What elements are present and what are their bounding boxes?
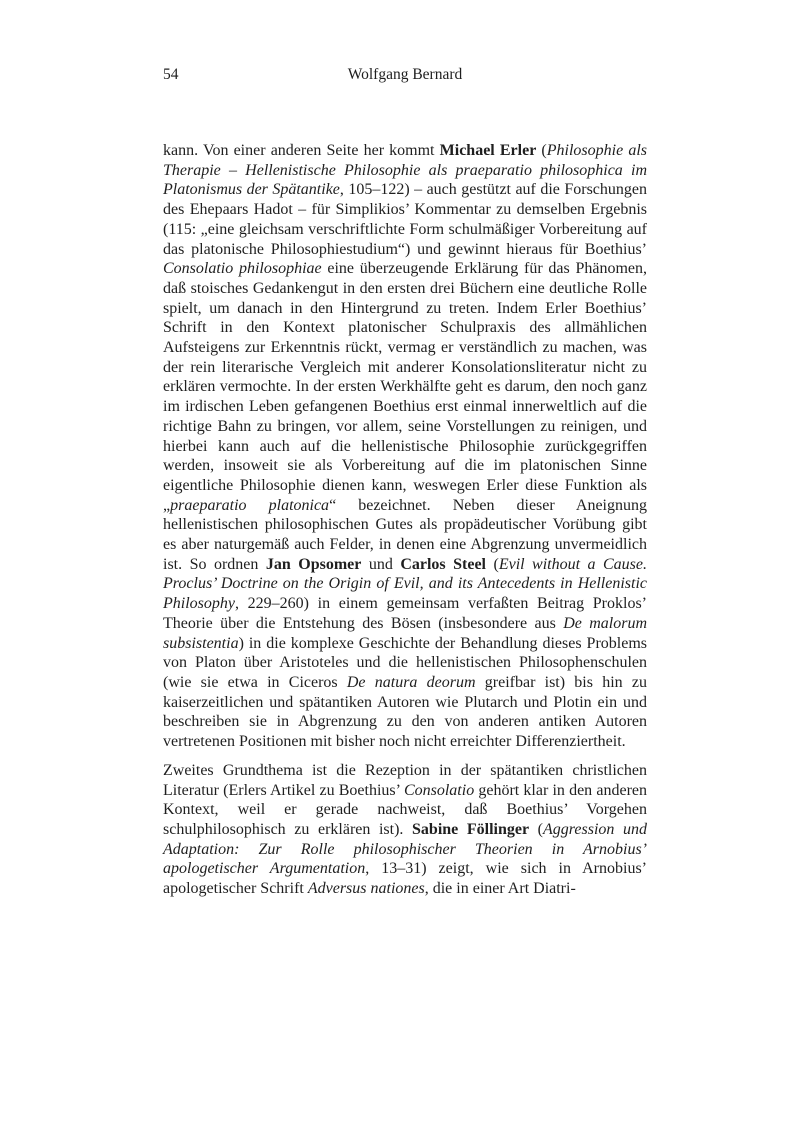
text-run: ( [529,820,544,838]
text-run-italic: Adversus nationes [307,880,425,898]
text-run: gehört klar in den anderen Kontext, weil er gerade nachweist, daß Boethius’ Vorgehen schulphilosophisch zu erklären ist). [163,781,647,838]
text-run-bold: Michael Erler [439,142,537,159]
text-run: ) in die komplexe Geschichte der Behandlung dieses Problems von Platon über Aristoteles und die hellenistischen Philosophenschulen (wie sie etwa in Ciceros [163,634,647,691]
text-run-italic: De malorum subsistentia [163,614,648,652]
running-head: Wolfgang Bernard [347,66,463,83]
page-header [163,66,647,84]
text-run-italic: Evil without a Cause. Proclus’ Doctrine on the Origin of Evil, and its Antecedents in Hellenistic Philosophy [163,555,648,613]
page-body [163,141,647,908]
text-run-bold: Carlos Steel [400,555,486,573]
text-run-italic: Philosophie als Therapie – Hellenistische Philosophie als praeparatio philosophica im Platonismus der Spätantike [163,142,648,199]
text-run: , 229–260) in einem gemeinsam verfaßten Beitrag Proklos’ Theorie über die Entstehung des Bösen (insbesondere aus [163,595,647,632]
text-run: kann. Von einer anderen Seite her kommt [163,142,440,159]
page-number: 54 [163,66,179,83]
text-run-bold: Jan Opsomer [265,555,362,573]
text-run: , 105–122) – auch gestützt auf die Forschungen des Ehepaars Hadot – für Simplikios’ Kommentar zu demselben Ergebnis (115: „eine gleichsam verschriftlichte Form schulmäßiger Vorbereitung auf das platonische Philosophiestudium“) und gewinnt hieraus für Boethius’ [163,181,647,258]
text-run: greifbar ist) bis hin zu kaiserzeitlichen und spätantiken Autoren wie Plutarch und Plotin ein und beschreiben sie in Abgrenzung zu den von anderen antiken Autoren vertretenen Positionen mit bisher noch nicht erreichter Differenziertheit. [163,673,647,751]
text-run-italic: De natura deorum [346,673,476,691]
text-run-bold: Sabine Föllinger [412,820,530,838]
text-run: Zweites Grundthema ist die Rezeption in der spätantiken christlichen Literatur (Erlers Artikel zu Boethius’ [163,761,647,799]
paragraph-1 [163,141,647,752]
text-run-italic: praeparatio platonica [170,496,330,514]
text-run: , 13–31) zeigt, wie sich in Arnobius’ apologetischer Schrift [163,860,648,898]
text-run: und [361,555,401,573]
text-run-italic: Consolatio philosophiae [163,260,322,278]
text-run-italic: Consolatio [403,781,475,799]
text-run: ( [536,142,547,159]
paragraph-2 [163,761,647,899]
text-run-italic: Aggression und Adaptation: Zur Rolle philosophischer Theorien in Arnobius’ apologetischer Argumentation [163,820,648,878]
text-run: ( [486,555,499,573]
text-run: , die in einer Art Diatri- [424,880,576,898]
text-run: “ bezeichnet. Neben dieser Aneignung hellenistischen philosophischen Gutes als propädeutischer Vorübung gibt es aber naturgemäß auch Felder, in denen eine Abgrenzung unvermeidlich ist. So ordnen [163,496,647,573]
text-run: eine überzeugende Erklärung für das Phänomen, daß stoisches Gedankengut in den ersten drei Büchern eine deutliche Rolle spielt, um danach in den Hintergrund zu treten. Indem Erler Boethius’ Schrift in den Kontext platonischer Schulpraxis des allmählichen Aufsteigens zur Erkenntnis rückt, vermag er verständlich zu machen, was der rein literarische Vergleich mit anderer Konsolationsliteratur nicht zu erklären vermochte. In der ersten Werkhälfte geht es darum, den noch ganz im irdischen Leben gefangenen Boethius erst einmal innerweltlich auf die richtige Bahn zu bringen, vor allem, seine Vorstellungen zu reinigen, und hierbei kann auch auf die hellenistische Philosophie zurückgegriffen werden, insoweit sie als Vorbereitung auf die im platonischen Sinne eigentliche Philosophie dienen kann, weswegen Erler diese Funktion als „ [163,260,647,514]
